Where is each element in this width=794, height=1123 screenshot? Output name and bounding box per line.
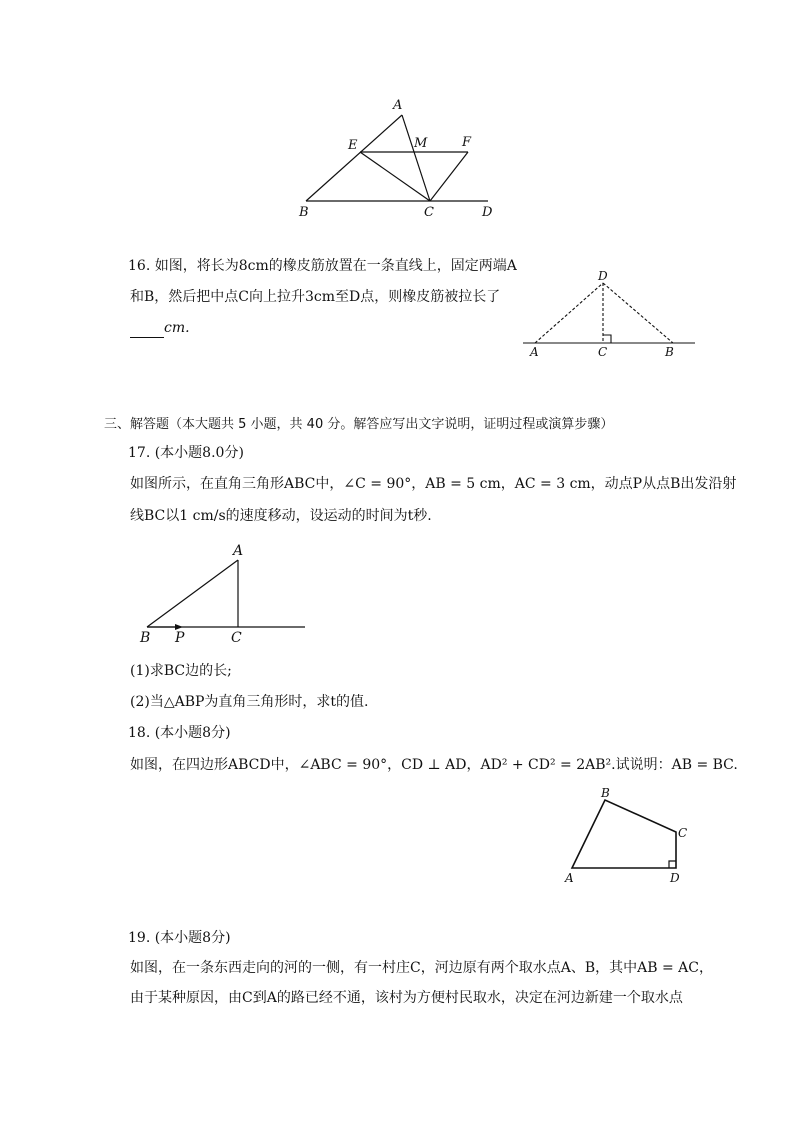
q19-line2: 由于某种原因，由C到A的路已经不通，该村为方便村民取水，决定在河边新建一个取水点	[130, 990, 683, 1006]
q17-line2: 线BC以1 cm/s的速度移动，设运动的时间为t秒.	[130, 508, 432, 524]
label-C: C	[424, 205, 434, 220]
label-B: B	[665, 345, 674, 359]
q16-line2: 和B，然后把中点C向上拉升3cm至D点，则橡皮筋被拉长了	[130, 289, 501, 305]
label-C: C	[678, 826, 688, 840]
label-B: B	[601, 786, 610, 800]
figure-rubber-band	[515, 268, 695, 363]
answer-blank[interactable]	[130, 323, 164, 338]
label-C: C	[598, 345, 608, 359]
label-B: B	[299, 205, 309, 220]
q17-line1: 如图所示，在直角三角形ABC中，∠C = 90°，AB = 5 cm，AC = 3 cm，动点P从点B出发沿射	[130, 476, 737, 492]
label-A: A	[565, 871, 574, 885]
label-P: P	[175, 630, 185, 646]
label-A: A	[393, 98, 403, 113]
q17-sub1: (1)求BC边的长;	[130, 663, 232, 679]
label-A: A	[530, 345, 539, 359]
figure-right-triangle	[135, 540, 310, 648]
label-B: B	[140, 630, 151, 646]
label-D: D	[598, 269, 608, 283]
label-D: D	[670, 871, 680, 885]
q18-header: 18. (本小题8分)	[128, 725, 231, 741]
q19-header: 19. (本小题8分)	[128, 930, 231, 946]
q16-line1: 16. 如图，将长为8cm的橡皮筋放置在一条直线上，固定两端A	[128, 258, 517, 274]
q18-line1: 如图，在四边形ABCD中，∠ABC = 90°，CD ⊥ AD，AD² + CD² = 2AB².试说明：AB = BC.	[130, 757, 738, 773]
label-C: C	[231, 630, 242, 646]
figure-quadrilateral	[560, 785, 690, 885]
label-D: D	[482, 205, 493, 220]
q17-header: 17. (本小题8.0分)	[128, 445, 244, 461]
section-heading: 三、解答题（本大题共 5 小题，共 40 分。解答应写出文字说明，证明过程或演算步骤）	[104, 417, 614, 432]
label-F: F	[462, 135, 472, 150]
q16-unit: cm.	[164, 320, 190, 336]
label-M: M	[414, 136, 428, 151]
label-E: E	[348, 138, 358, 153]
q16-line3	[130, 318, 190, 338]
q17-sub2: (2)当△ABP为直角三角形时，求t的值.	[130, 694, 369, 710]
q19-line1: 如图，在一条东西走向的河的一侧，有一村庄C，河边原有两个取水点A、B，其中AB = AC，	[130, 960, 713, 976]
figure-triangle-parallel	[290, 95, 510, 225]
label-A: A	[233, 543, 244, 559]
